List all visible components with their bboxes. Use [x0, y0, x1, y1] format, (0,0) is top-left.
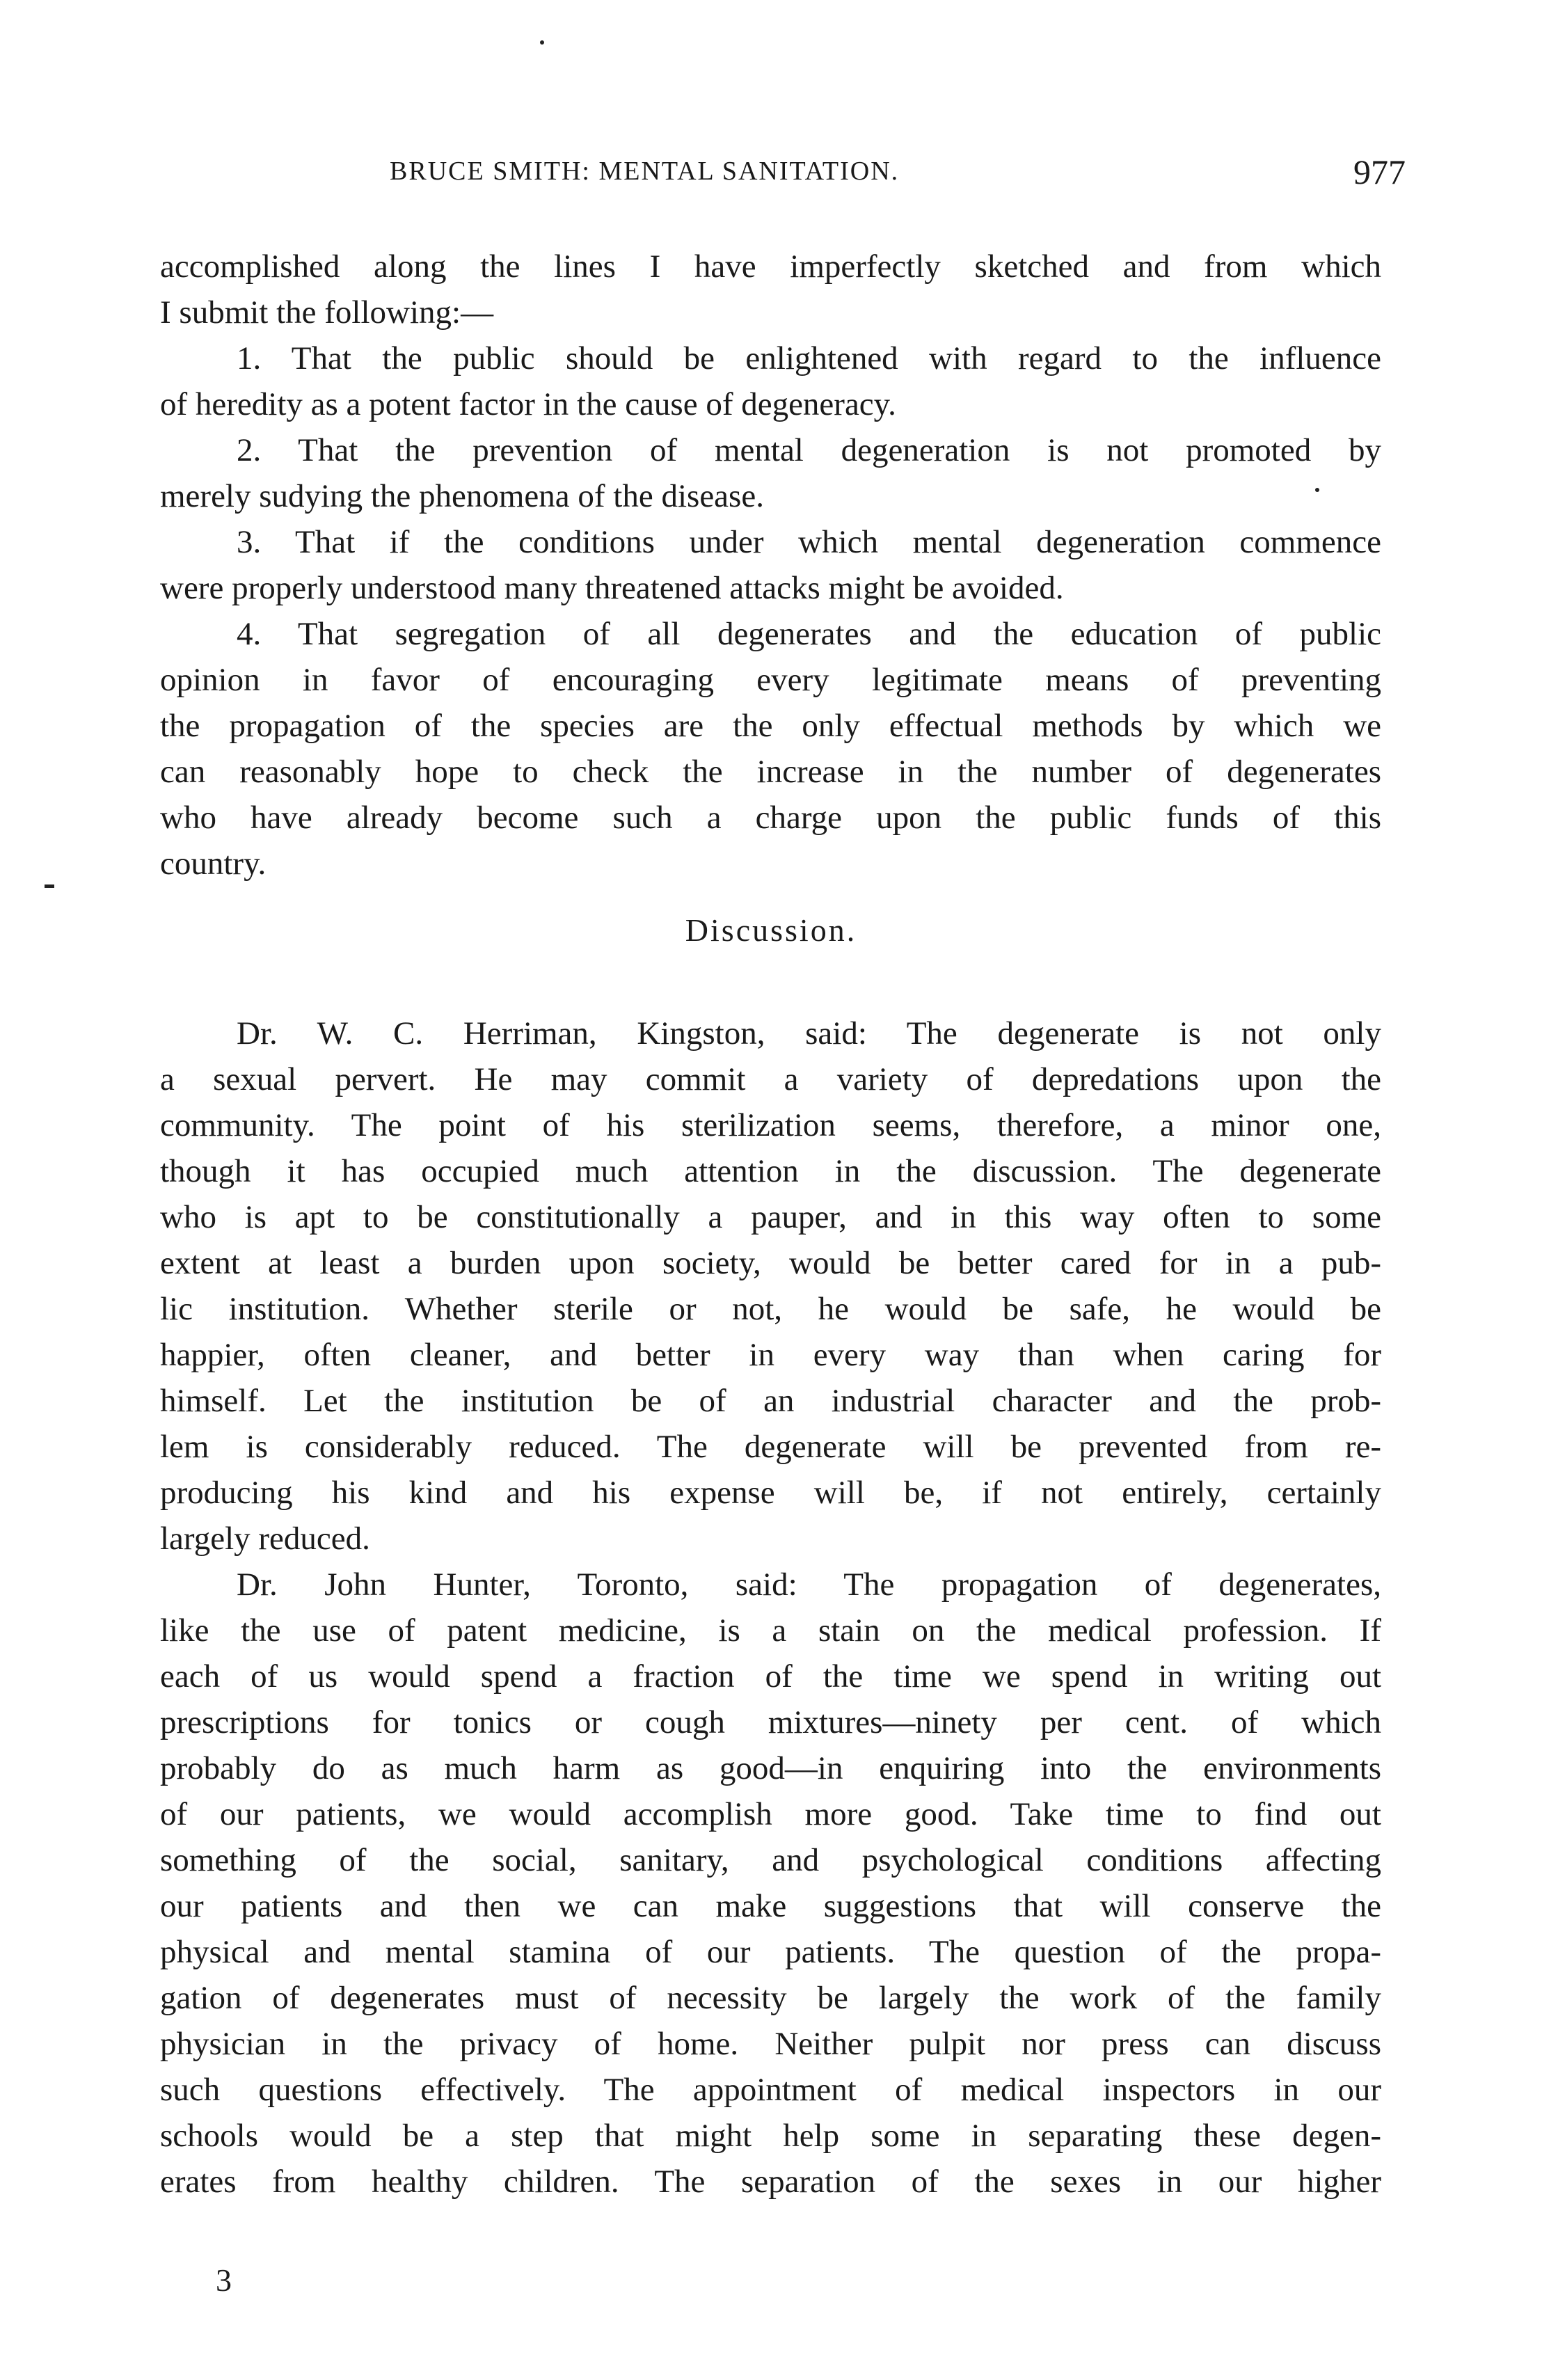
text-line: physical and mental stamina of our patients. The question of the propa-	[160, 1934, 1381, 1970]
text-line: 1. That the public should be enlightened with regard to the influence	[237, 340, 1381, 376]
text-line: community. The point of his sterilization seems, therefore, a minor one,	[160, 1107, 1381, 1143]
text-line: 4. That segregation of all degenerates and the education of public	[237, 616, 1381, 652]
text-line: erates from healthy children. The separation of the sexes in our higher	[160, 2164, 1381, 2200]
text-line: lic institution. Whether sterile or not, he would be safe, he would be	[160, 1291, 1381, 1327]
text-line: accomplished along the lines I have imperfectly sketched and from which	[160, 248, 1381, 285]
text-line: like the use of patent medicine, is a stain on the medical profession. If	[160, 1612, 1381, 1649]
text-line: of heredity as a potent factor in the cause of degeneracy.	[160, 386, 896, 422]
text-line: 2. That the prevention of mental degeneration is not promoted by	[237, 432, 1381, 468]
text-line: merely sudying the phenomena of the disease.	[160, 478, 764, 514]
text-line: a sexual pervert. He may commit a variety of depredations upon the	[160, 1061, 1381, 1097]
text-line: who is apt to be constitutionally a pauper, and in this way often to some	[160, 1199, 1381, 1235]
text-line: physician in the privacy of home. Neither pulpit nor press can discuss	[160, 2026, 1381, 2062]
text-line: producing his kind and his expense will be, if not entirely, certainly	[160, 1475, 1381, 1511]
text-line: himself. Let the institution be of an industrial character and the prob-	[160, 1383, 1381, 1419]
text-line: happier, often cleaner, and better in every way than when caring for	[160, 1337, 1381, 1373]
text-line: each of us would spend a fraction of the time we spend in writing out	[160, 1658, 1381, 1695]
text-line: our patients and then we can make suggestions that will conserve the	[160, 1888, 1381, 1924]
text-line: country.	[160, 846, 267, 882]
text-line: gation of degenerates must of necessity be largely the work of the family	[160, 1980, 1381, 2016]
page-number: 977	[1353, 152, 1406, 191]
text-line: though it has occupied much attention in the discussion. The degenerate	[160, 1153, 1381, 1189]
page-header	[160, 152, 1406, 193]
text-line: opinion in favor of encouraging every legitimate means of preventing	[160, 662, 1381, 698]
text-line: such questions effectively. The appointment of medical inspectors in our	[160, 2072, 1381, 2108]
text-line: prescriptions for tonics or cough mixtures—ninety per cent. of which	[160, 1704, 1381, 1740]
text-line: extent at least a burden upon society, would be better cared for in a pub-	[160, 1245, 1381, 1281]
section-heading: Discussion.	[685, 912, 857, 948]
text-line: of our patients, we would accomplish more good. Take time to find out	[160, 1796, 1381, 1832]
text-line: I submit the following:—	[160, 294, 494, 331]
text-line: schools would be a step that might help some in separating these degen-	[160, 2118, 1381, 2154]
text-line: lem is considerably reduced. The degenerate will be prevented from re-	[160, 1429, 1381, 1465]
text-line: who have already become such a charge upon the public funds of this	[160, 800, 1381, 836]
text-line: 3. That if the conditions under which mental degeneration commence	[237, 524, 1381, 560]
text-line: were properly understood many threatened attacks might be avoided.	[160, 570, 1064, 606]
text-line: the propagation of the species are the only effectual methods by which we	[160, 708, 1381, 744]
text-line: largely reduced.	[160, 1521, 370, 1557]
text-line: Dr. W. C. Herriman, Kingston, said: The degenerate is not only	[237, 1015, 1381, 1052]
text-line: probably do as much harm as good—in enquiring into the environments	[160, 1750, 1381, 1786]
text-line: can reasonably hope to check the increase in the number of degenerates	[160, 754, 1381, 790]
stray-ink-dot-top	[540, 40, 544, 45]
stray-ink-dash-left	[45, 884, 54, 888]
signature-mark: 3	[216, 2262, 232, 2298]
text-line: something of the social, sanitary, and psychological conditions affecting	[160, 1842, 1381, 1878]
text-line: Dr. John Hunter, Toronto, said: The propagation of degenerates,	[237, 1566, 1381, 1603]
running-head: BRUCE SMITH: MENTAL SANITATION.	[390, 157, 900, 186]
